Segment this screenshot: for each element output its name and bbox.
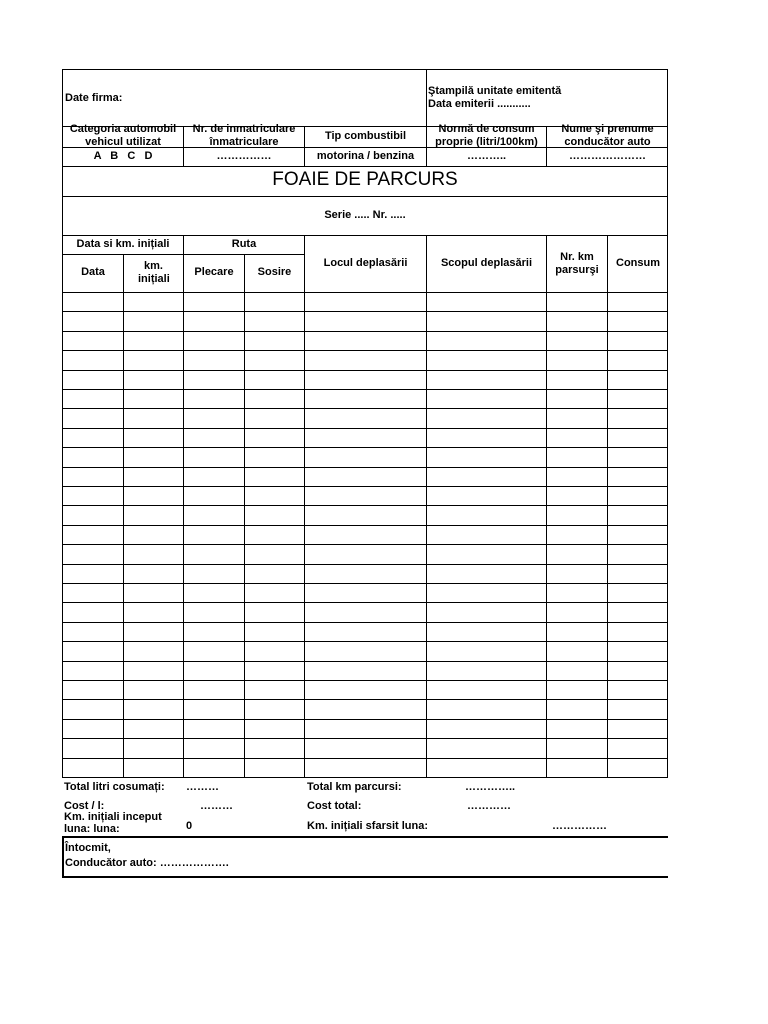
km-end-month-value: …………… — [552, 820, 607, 832]
table-row-line — [62, 389, 668, 390]
total-litri-value: ……… — [186, 781, 219, 793]
table-row-line — [62, 467, 668, 468]
table-row-line — [62, 350, 668, 351]
col-header-nr-km: Nr. km parsurşi — [555, 251, 599, 276]
registration-number-label: Nr. de inmatriculare înmatriculare — [192, 123, 296, 147]
cost-total-value: ………… — [467, 800, 511, 812]
table-row-line — [62, 719, 668, 720]
total-km-value: ………….. — [465, 781, 516, 793]
group-header-data-km: Data si km. inițiali — [76, 238, 170, 250]
total-litri-label: Total litri cosumați: — [64, 781, 165, 793]
issue-date-label: Data emiterii ........... — [428, 98, 531, 110]
vehicle-category-label: Categoria automobil vehicul utilizat — [69, 123, 177, 147]
company-label: Date firma: — [65, 92, 123, 104]
table-row-line — [62, 622, 668, 623]
table-row-line — [62, 428, 668, 429]
group-header-ruta: Ruta — [231, 238, 257, 250]
km-end-month-label: Km. inițiali sfarsit luna: — [307, 820, 429, 832]
registration-number-value: …………… — [216, 150, 272, 162]
table-row-line — [62, 738, 668, 739]
fuel-type-label: Tip combustibil — [324, 130, 407, 142]
table-col-line — [304, 235, 305, 777]
page-title: FOAIE DE PARCURS — [272, 169, 458, 190]
driver-name-value: ………………… — [569, 150, 646, 162]
table-row-line — [62, 544, 668, 545]
fuel-type-value: motorina / benzina — [316, 150, 415, 162]
table-row-line — [62, 505, 668, 506]
table-row-line — [62, 486, 668, 487]
table-col-line — [183, 235, 184, 777]
table-row-line — [62, 525, 668, 526]
table-row-line — [62, 331, 668, 332]
total-km-label: Total km parcursi: — [307, 781, 402, 793]
col-header-sosire: Sosire — [257, 266, 292, 278]
table-row-line — [62, 370, 668, 371]
col-header-data: Data — [81, 266, 105, 278]
km-start-month-label: Km. inițiali inceput luna: luna: — [64, 811, 162, 835]
table-row-line — [62, 699, 668, 700]
table-col-line — [667, 235, 668, 777]
table-col-line — [607, 235, 608, 777]
driver-signature-label: Conducător auto: ………………. — [65, 857, 229, 869]
table-row-line — [62, 311, 668, 312]
vehicle-category-value: A B C D — [93, 150, 153, 162]
driver-name-label: Nume şi prenume conducător auto — [561, 123, 654, 147]
table-row-line — [62, 564, 668, 565]
signature-box-left — [62, 836, 64, 878]
serie-number: Serie ..... Nr. ..... — [324, 209, 406, 221]
consumption-norm-label: Normă de consum proprie (litri/100km) — [435, 123, 538, 147]
table-row-line — [62, 680, 668, 681]
table-row-line — [62, 408, 668, 409]
table-col-line — [546, 235, 547, 777]
table-col-line — [426, 235, 427, 777]
table-row-line — [62, 583, 668, 584]
table-col-line — [123, 254, 124, 777]
table-row-line — [62, 641, 668, 642]
signature-box-top — [62, 836, 668, 838]
col-header-km-initiali: km. inițiali — [138, 260, 170, 285]
table-col-line — [244, 254, 245, 777]
table-row-line — [62, 777, 668, 778]
km-start-month-value: 0 — [186, 820, 193, 832]
signature-box-bottom — [62, 876, 668, 878]
prepared-by-label: Întocmit, — [65, 842, 111, 854]
col-header-locul: Locul deplasării — [323, 257, 408, 269]
col-header-scopul: Scopul deplasării — [440, 257, 533, 269]
cost-total-label: Cost total: — [307, 800, 362, 812]
cost-per-liter-label: Cost / l: — [64, 800, 105, 812]
table-row-line — [62, 447, 668, 448]
col-header-consum: Consum — [616, 257, 660, 269]
table-row-line — [62, 292, 668, 293]
table-col-line — [62, 235, 63, 777]
cost-per-liter-value: ……… — [200, 800, 233, 812]
stamp-label: Ştampilă unitate emitentă — [428, 85, 562, 97]
col-header-plecare: Plecare — [194, 266, 234, 278]
table-row-line — [62, 758, 668, 759]
consumption-norm-value: ……….. — [466, 150, 507, 162]
table-row-line — [62, 602, 668, 603]
table-row-line — [62, 661, 668, 662]
